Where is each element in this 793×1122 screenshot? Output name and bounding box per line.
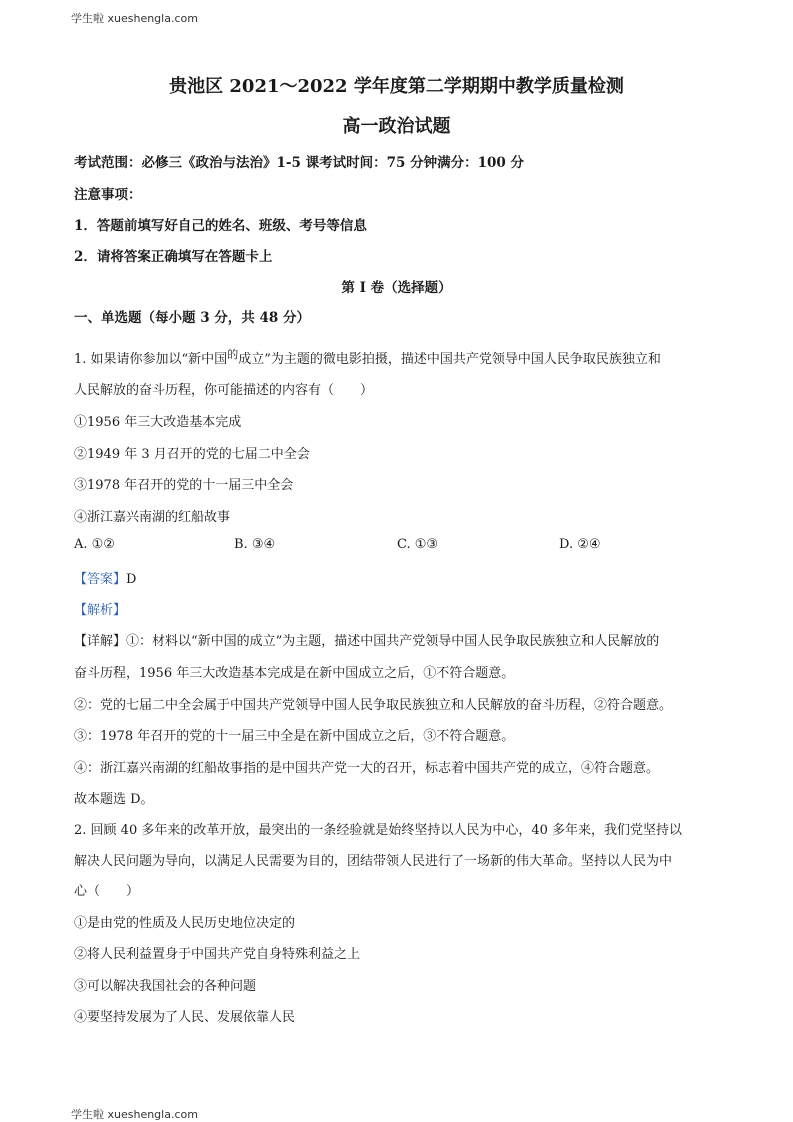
q1-item: ④浙江嘉兴南湖的红船故事: [74, 510, 231, 525]
q1-stem-part: 1. 如果请你参加以“新中国: [74, 352, 228, 367]
exam-info: 考试范围：必修三《政治与法治》1-5 课考试时间：75 分钟满分：100 分: [74, 155, 524, 171]
q2-item: ③可以解决我国社会的各种问题: [74, 979, 257, 994]
option-c: C. ①③: [397, 537, 439, 552]
analysis-label: 【解析】: [74, 603, 127, 618]
notes-heading: 注意事项：: [74, 187, 142, 203]
q2-item: ②将人民利益置身于中国共产党自身特殊利益之上: [74, 947, 361, 962]
question-stem: 2. 回顾 40 多年来的改革开放，最突出的一条经验就是始终坚持以人民为中心，40 多年来，我们党坚持以: [74, 823, 683, 838]
q1-item: ①1956 年三大改造基本完成: [74, 415, 242, 430]
answer-value: D: [126, 572, 137, 587]
analysis-line: 奋斗历程，1956 年三大改造基本完成是在新中国成立之后，①不符合题意。: [74, 666, 515, 681]
part-heading: 第 I 卷（选择题）: [341, 280, 452, 296]
q1-item: ③1978 年召开的党的十一届三中全会: [74, 478, 294, 493]
q2-item: ①是由党的性质及人民历史地位决定的: [74, 916, 296, 931]
analysis-line: ②：党的七届二中全会属于中国共产党领导中国人民争取民族独立和人民解放的奋斗历程，②符合题意。: [74, 698, 673, 713]
question-stem: 解决人民问题为导向，以满足人民需要为目的，团结带领人民进行了一场新的伟大革命。坚持以人民为中: [74, 854, 673, 869]
note-item: 2．请将答案正确填写在答题卡上: [74, 249, 273, 265]
q1-stem-part: 成立”为主题的微电影拍摄，描述中国共产党领导中国人民争取民族独立和: [238, 352, 661, 367]
page-footer: 学生啦 xueshengla.com: [71, 1108, 198, 1121]
answer-line: [74, 568, 136, 587]
option-b: B. ③④: [234, 537, 276, 552]
answer-label: 【答案】: [74, 572, 127, 587]
exam-title: 贵池区 2021～2022 学年度第二学期期中教学质量检测: [169, 76, 624, 97]
q1-item: ②1949 年 3 月召开的党的七届二中全会: [74, 447, 310, 462]
exam-subtitle: 高一政治试题: [342, 116, 451, 137]
note-item: 1．答题前填写好自己的姓名、班级、考号等信息: [74, 218, 367, 234]
question-stem: 人民解放的奋斗历程，你可能描述的内容有（ ）: [74, 383, 374, 398]
section-heading: 一、单选题（每小题 3 分，共 48 分）: [74, 310, 310, 326]
q2-item: ④要坚持发展为了人民、发展依靠人民: [74, 1010, 296, 1025]
option-d: D. ②④: [559, 537, 601, 552]
question-stem: [74, 346, 661, 367]
option-a: A. ①②: [74, 537, 115, 552]
analysis-line: 故本题选 D。: [74, 792, 154, 807]
analysis-line: 【详解】①：材料以“新中国的成立”为主题，描述中国共产党领导中国人民争取民族独立和人民解放的: [74, 634, 660, 649]
analysis-line: ③：1978 年召开的党的十一届三中全是在新中国成立之后，③不符合题意。: [74, 729, 515, 744]
q1-stem-part: 的: [227, 348, 239, 361]
page-header: 学生啦 xueshengla.com: [71, 12, 198, 25]
analysis-line: ④：浙江嘉兴南湖的红船故事指的是中国共产党一大的召开，标志着中国共产党的成立，④符合题意。: [74, 761, 660, 776]
question-stem: 心（ ）: [74, 884, 140, 899]
